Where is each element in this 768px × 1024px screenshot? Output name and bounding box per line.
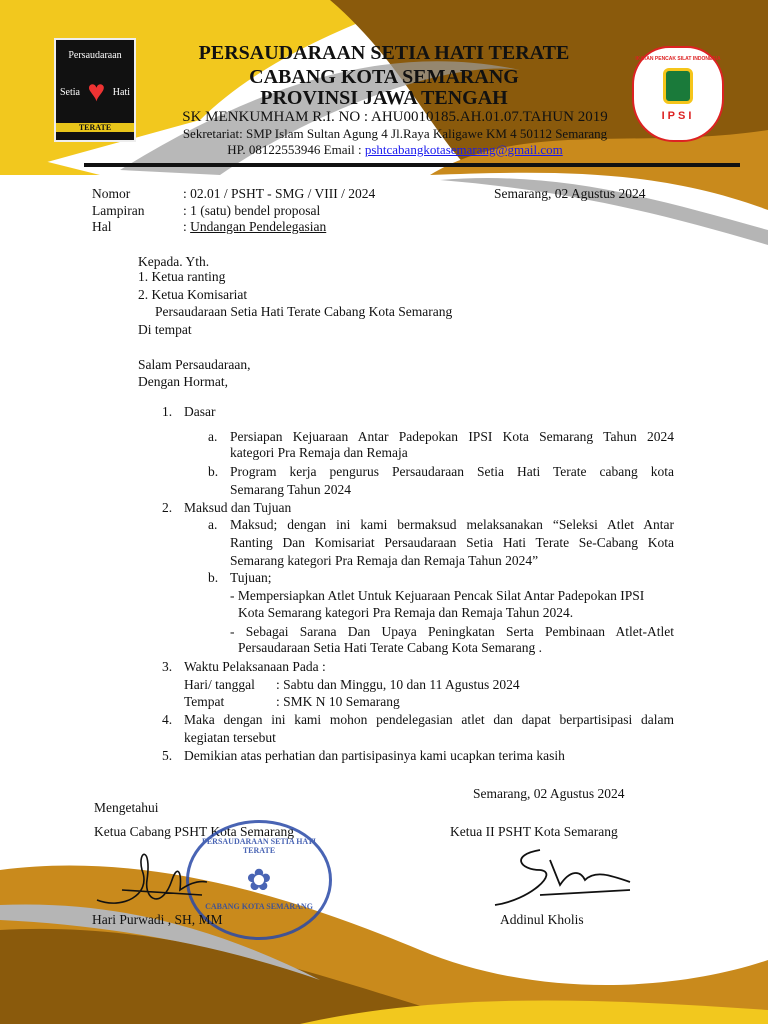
org-title: PERSAUDARAAN SETIA HATI TERATE — [198, 42, 570, 64]
greeting: Salam Persaudaraan, — [138, 357, 251, 372]
recipient-place: Di tempat — [138, 322, 192, 337]
org-province: PROVINSI JAWA TENGAH — [260, 87, 508, 109]
sub-letter: a. — [208, 517, 218, 532]
logo-text: Hati — [112, 86, 130, 98]
paragraph-line: kegiatan tersebut — [184, 730, 276, 745]
left-signer-title: Ketua Cabang PSHT Kota Semarang — [94, 824, 294, 839]
logo-text: Setia — [60, 86, 80, 98]
address: Sekretariat: SMP Islam Sultan Agung 4 Jl.Raya Kaligawe KM 4 50112 Semarang — [182, 126, 608, 141]
logo-ring-text: IKATAN PENCAK SILAT INDONESIA — [635, 56, 721, 62]
sub-letter: a. — [208, 429, 218, 444]
greeting: Dengan Hormat, — [138, 374, 228, 389]
sub-letter: b. — [208, 570, 219, 585]
lampiran-value: : 1 (satu) bendel proposal — [183, 203, 321, 218]
recipient-item: 1. Ketua ranting — [138, 269, 226, 284]
paragraph-line: Maksud; dengan ini kami bermaksud melaksanakan “Seleksi Atlet Antar — [230, 517, 674, 532]
sub-heading: Tujuan; — [230, 570, 272, 585]
section-heading: Dasar — [184, 404, 216, 419]
logo-text: TERATE — [56, 123, 134, 132]
left-signature — [92, 840, 212, 920]
heart-icon: ♥ — [87, 75, 106, 108]
paragraph-line: Semarang Tahun 2024 — [230, 482, 352, 497]
signature-date: Semarang, 02 Agustus 2024 — [473, 786, 625, 801]
section-heading: Maksud dan Tujuan — [184, 500, 292, 515]
right-signer-title: Ketua II PSHT Kota Semarang — [450, 824, 618, 839]
stamp-text: CABANG KOTA SEMARANG — [205, 902, 313, 911]
contact-line — [150, 142, 640, 158]
stamp-text: PERSAUDARAAN SETIA HATI TERATE — [201, 837, 317, 855]
email-link[interactable]: pshtcabangkotasemarang@gmail.com — [364, 142, 563, 157]
hari-label: Hari/ tanggal — [184, 677, 255, 692]
org-branch: CABANG KOTA SEMARANG — [249, 66, 519, 88]
recipient-heading: Kepada. Yth. — [138, 254, 210, 269]
acknowledged-label: Mengetahui — [94, 800, 159, 815]
subject: Undangan Pendelegasian — [190, 219, 327, 234]
recipient-org: Persaudaraan Setia Hati Terate Cabang Kota Semarang — [155, 304, 453, 319]
paragraph-line: Persaudaraan Setia Hati Terate Cabang Kota Semarang . — [238, 640, 542, 655]
recipient-item: 2. Ketua Komisariat — [138, 287, 248, 302]
hari-value: : Sabtu dan Minggu, 10 dan 11 Agustus 2024 — [276, 677, 520, 692]
nomor-label: Nomor — [92, 186, 131, 201]
paragraph-line: Semarang kategori Pra Remaja dan Remaja Tahun 2024” — [230, 553, 539, 568]
hal-label: Hal — [92, 219, 112, 234]
sk-number: SK MENKUMHAM R.I. NO : AHU0010185.AH.01.07.TAHUN 2019 — [182, 109, 608, 125]
right-signer-name: Addinul Kholis — [500, 912, 584, 927]
section-heading: Waktu Pelaksanaan Pada : — [184, 659, 326, 674]
tempat-value: : SMK N 10 Semarang — [276, 694, 400, 709]
phone: HP. 08122553946 Email : — [227, 142, 365, 157]
paragraph-line: Kota Semarang kategori Pra Remaja dan Remaja Tahun 2024. — [238, 605, 574, 620]
colon: : — [183, 219, 191, 234]
paragraph-line: - Mempersiapkan Atlet Untuk Kejuaraan Pencak Silat Antar Padepokan IPSI — [230, 588, 645, 603]
left-signer-name: Hari Purwadi , SH, MM — [92, 912, 223, 927]
letter-date: Semarang, 02 Agustus 2024 — [494, 186, 646, 201]
nomor-value: : 02.01 / PSHT - SMG / VIII / 2024 — [183, 186, 376, 201]
paragraph-line: Maka dengan ini kami mohon pendelegasian atlet dan dapat berpartisipasi dalam — [184, 712, 674, 727]
tempat-label: Tempat — [184, 694, 225, 709]
item-number: 1. — [162, 404, 173, 419]
right-signature — [490, 840, 640, 910]
lotus-emblem-icon: ✿ — [246, 864, 272, 897]
lampiran-label: Lampiran — [92, 203, 145, 218]
paragraph-line: Persiapan Kejuaraan Antar Padepokan IPSI Kota Semarang Tahun 2024 — [230, 429, 674, 444]
hal-value — [183, 219, 326, 235]
paragraph-line: Demikian atas perhatian dan partisipasinya kami ucapkan terima kasih — [184, 748, 565, 763]
logo-text: Persaudaraan — [68, 50, 122, 61]
paragraph-line: Ranting Dan Komisariat Persaudaraan Setia Hati Terate Se-Cabang Kota — [230, 535, 674, 550]
paragraph-line: Program kerja pengurus Persaudaraan Setia Hati Terate cabang kota — [230, 464, 674, 479]
paragraph-line: kategori Pra Remaja dan Remaja — [230, 445, 408, 460]
logo-text: IPSI — [661, 110, 695, 122]
item-number: 3. — [162, 659, 173, 674]
item-number: 5. — [162, 748, 173, 763]
sub-letter: b. — [208, 464, 219, 479]
paragraph-line: - Sebagai Sarana Dan Upaya Peningkatan Serta Pembinaan Atlet-Atlet — [230, 624, 674, 639]
item-number: 4. — [162, 712, 173, 727]
item-number: 2. — [162, 500, 173, 515]
